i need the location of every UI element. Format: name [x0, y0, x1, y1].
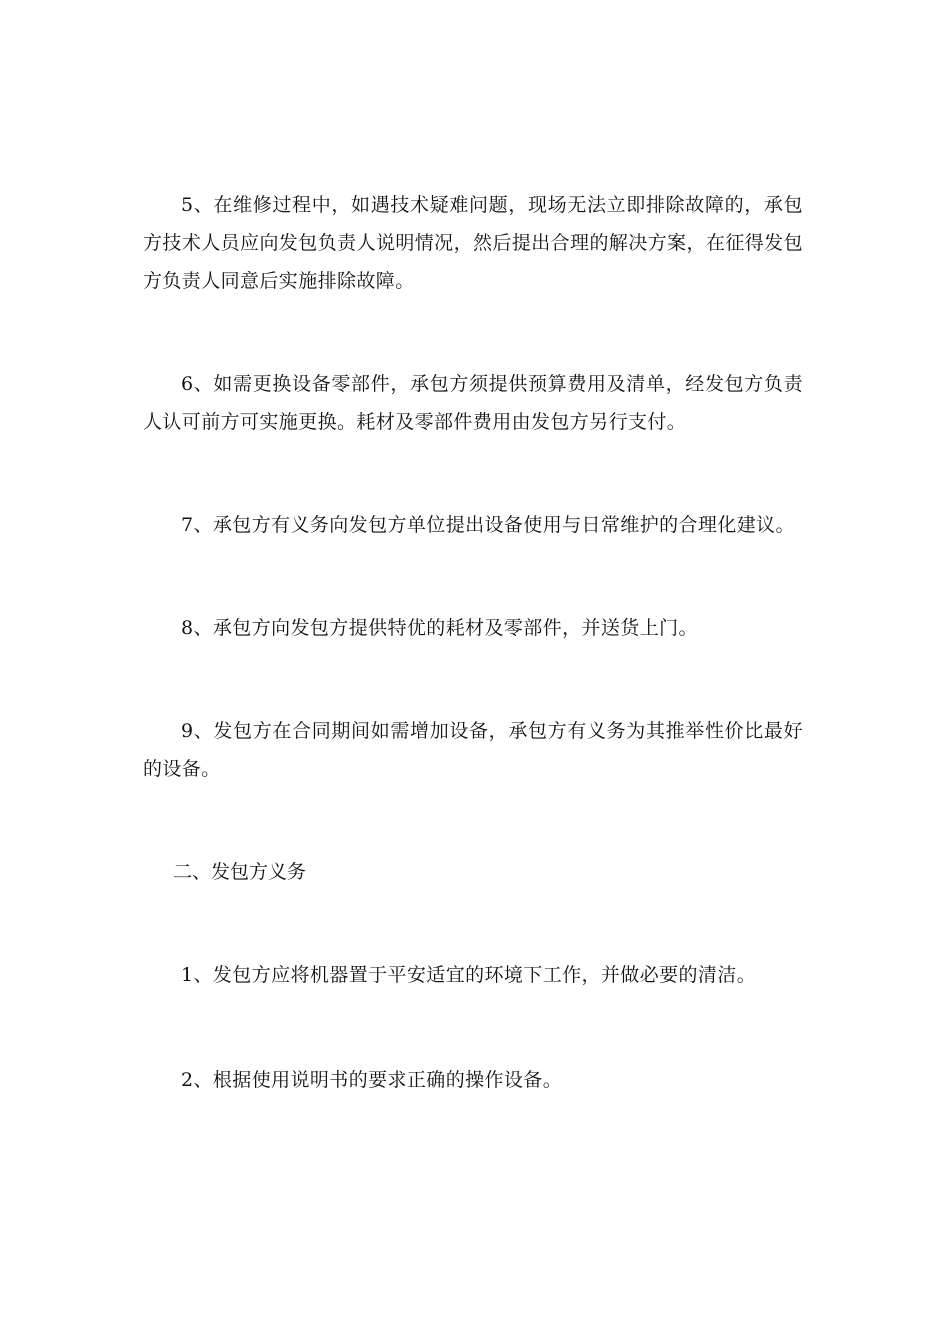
- section-paragraph-item-1: 1、发包方应将机器置于平安适宜的环境下工作，并做必要的清洁。: [181, 964, 757, 986]
- paragraph-item-9: 9、发包方在合同期间如需增加设备，承包方有义务为其推举性价比最好的设备。: [143, 720, 803, 780]
- paragraph-item-5: 5、在维修过程中，如遇技术疑难问题，现场无法立即排除故障的，承包方技术人员应向发包负责人说明情况，然后提出合理的解决方案，在征得发包方负责人同意后实施排除故障。: [143, 194, 803, 292]
- paragraph-item-6: 6、如需更换设备零部件，承包方须提供预算费用及清单，经发包方负责人认可前方可实施更换。耗材及零部件费用由发包方另行支付。: [143, 373, 803, 433]
- section-heading: 二、发包方义务: [173, 861, 307, 883]
- paragraph-item-8: 8、承包方向发包方提供特优的耗材及零部件，并送货上门。: [181, 617, 698, 639]
- paragraph-item-7: 7、承包方有义务向发包方单位提出设备使用与日常维护的合理化建议。: [181, 514, 795, 536]
- section-paragraph-item-2: 2、根据使用说明书的要求正确的操作设备。: [181, 1069, 563, 1091]
